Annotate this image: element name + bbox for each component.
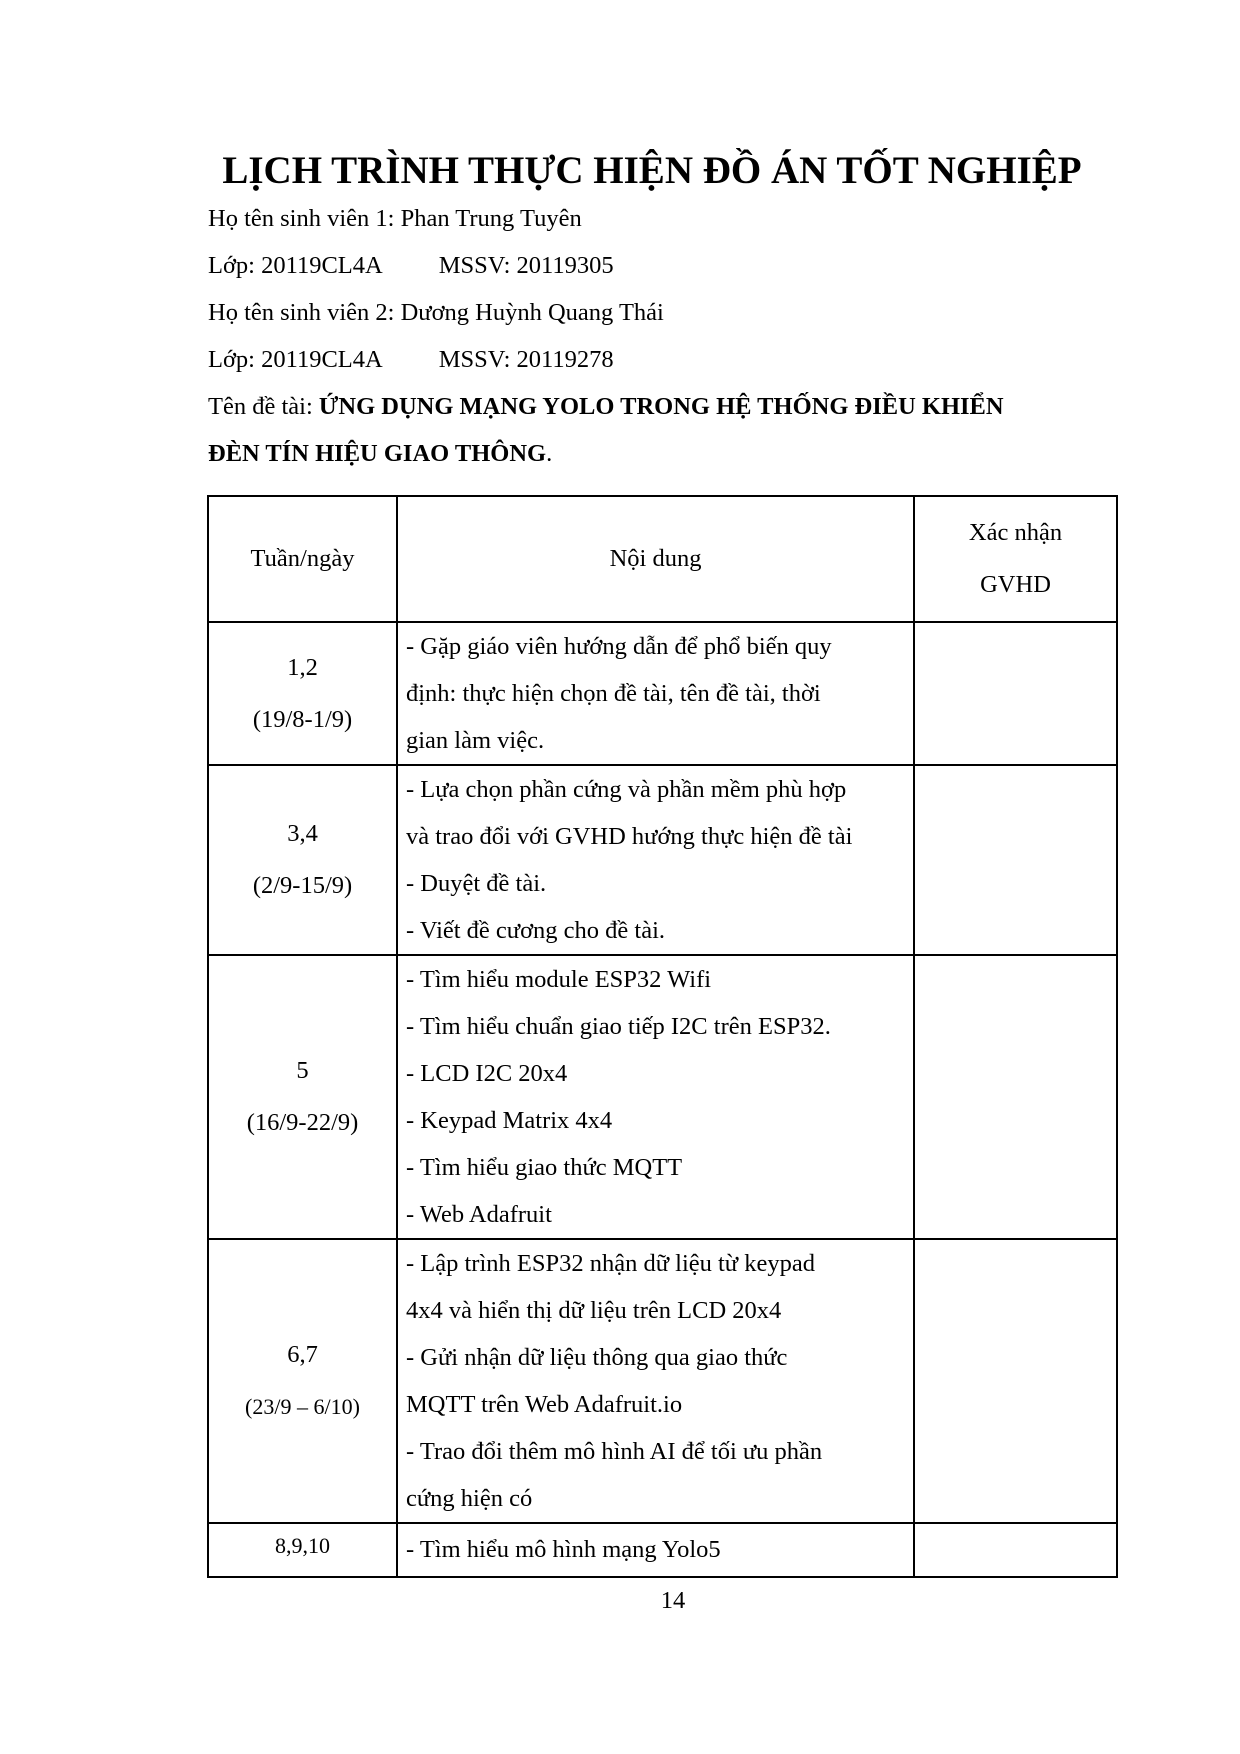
confirm-cell: [914, 1239, 1117, 1523]
content-line: - Tìm hiểu giao thức MQTT: [406, 1154, 683, 1181]
content-line: cứng hiện có: [406, 1485, 533, 1512]
content-cell: [397, 1523, 914, 1577]
week-number: 6,7: [287, 1341, 318, 1368]
week-dates: (23/9 – 6/10): [245, 1394, 360, 1419]
content-line: và trao đổi với GVHD hướng thực hiện đề tài: [406, 823, 853, 850]
content-line: - Lập trình ESP32 nhận dữ liệu từ keypad: [406, 1250, 815, 1277]
topic-line-2: [208, 430, 1128, 477]
header-confirm: [914, 496, 1117, 622]
student-2-class-line: [208, 336, 1128, 383]
page-number: 14: [660, 1587, 686, 1614]
content-line: định: thực hiện chọn đề tài, tên đề tài, thời: [406, 680, 821, 707]
content-line: - Tìm hiểu chuẩn giao tiếp I2C trên ESP32.: [406, 1013, 831, 1040]
topic-trailing: .: [546, 440, 553, 467]
week-dates: (2/9-15/9): [252, 872, 353, 899]
week-cell: [208, 622, 397, 765]
confirm-cell: [914, 1523, 1117, 1577]
student-2-name-line: [208, 289, 1128, 336]
student-2-class-label: Lớp:: [208, 346, 262, 373]
table-row: [208, 622, 1117, 765]
content-cell: [397, 1239, 914, 1523]
topic-title-line-2: ĐÈN TÍN HIỆU GIAO THÔNG: [208, 440, 547, 467]
student-1-class: 20119CL4A: [261, 252, 383, 279]
student-2-name: Dương Huỳnh Quang Thái: [400, 299, 664, 326]
topic-title-line-1: ỨNG DỤNG MẠNG YOLO TRONG HỆ THỐNG ĐIỀU KHIỂN: [318, 393, 1004, 420]
table-row: [208, 1523, 1117, 1577]
student-2-id: 20119278: [516, 346, 614, 373]
student-1-name-line: [208, 195, 1128, 242]
student-2-name-label: Họ tên sinh viên 2:: [208, 299, 401, 326]
week-number: 1,2: [287, 653, 318, 681]
header-week: Tuần/ngày: [208, 496, 397, 622]
content-cell: [397, 622, 914, 765]
topic-label: Tên đề tài:: [208, 393, 319, 420]
week-cell: [208, 765, 397, 955]
confirm-cell: [914, 622, 1117, 765]
content-line: - Viết đề cương cho đề tài.: [406, 917, 666, 944]
student-1-name-label: Họ tên sinh viên 1:: [208, 205, 401, 232]
student-1-class-line: [208, 242, 1128, 289]
content-line: - Tìm hiểu mô hình mạng Yolo5: [406, 1536, 721, 1563]
content-line: 4x4 và hiển thị dữ liệu trên LCD 20x4: [406, 1297, 782, 1324]
table-header-row: [208, 496, 1117, 622]
student-info: [208, 195, 1128, 477]
content-line: - Duyệt đề tài.: [406, 870, 547, 897]
content-line: - LCD I2C 20x4: [406, 1060, 568, 1087]
content-line: - Gửi nhận dữ liệu thông qua giao thức: [406, 1344, 788, 1371]
student-1-name: Phan Trung Tuyên: [400, 205, 582, 232]
page-title: LỊCH TRÌNH THỰC HIỆN ĐỒ ÁN TỐT NGHIỆP: [222, 149, 1082, 192]
table-row: [208, 765, 1117, 955]
topic-line-1: [208, 383, 1128, 430]
week-dates: (16/9-22/9): [246, 1109, 359, 1136]
schedule-table: [207, 495, 1118, 1578]
table-row: [208, 1239, 1117, 1523]
content-line: MQTT trên Web Adafruit.io: [406, 1391, 683, 1418]
content-line: - Tìm hiểu module ESP32 Wifi: [406, 966, 712, 993]
content-cell: [397, 765, 914, 955]
student-2-class: 20119CL4A: [261, 346, 383, 373]
content-line: - Web Adafruit: [406, 1201, 552, 1228]
content-line: - Lựa chọn phần cứng và phần mềm phù hợp: [406, 776, 847, 803]
content-line: - Gặp giáo viên hướng dẫn để phổ biến quy: [406, 633, 832, 660]
week-cell: [208, 1239, 397, 1523]
week-number: 3,4: [287, 820, 318, 847]
week-cell: [208, 955, 397, 1239]
week-dates: (19/8-1/9): [252, 705, 353, 733]
content-line: - Keypad Matrix 4x4: [406, 1107, 613, 1134]
header-content: Nội dung: [397, 496, 914, 622]
header-confirm-line-2: GVHD: [980, 571, 1051, 598]
week-cell: [208, 1523, 397, 1577]
content-line: - Trao đổi thêm mô hình AI để tối ưu phần: [406, 1438, 823, 1465]
content-cell: [397, 955, 914, 1239]
content-line: gian làm việc.: [406, 727, 545, 754]
header-confirm-line-1: Xác nhận: [968, 519, 1063, 546]
student-2-id-label: MSSV:: [438, 346, 517, 373]
student-1-class-label: Lớp:: [208, 252, 262, 279]
student-1-id-label: MSSV:: [438, 252, 517, 279]
table-row: [208, 955, 1117, 1239]
student-1-id: 20119305: [516, 252, 614, 279]
confirm-cell: [914, 765, 1117, 955]
week-number: 5: [296, 1057, 309, 1084]
week-number: 8,9,10: [275, 1533, 330, 1558]
confirm-cell: [914, 955, 1117, 1239]
